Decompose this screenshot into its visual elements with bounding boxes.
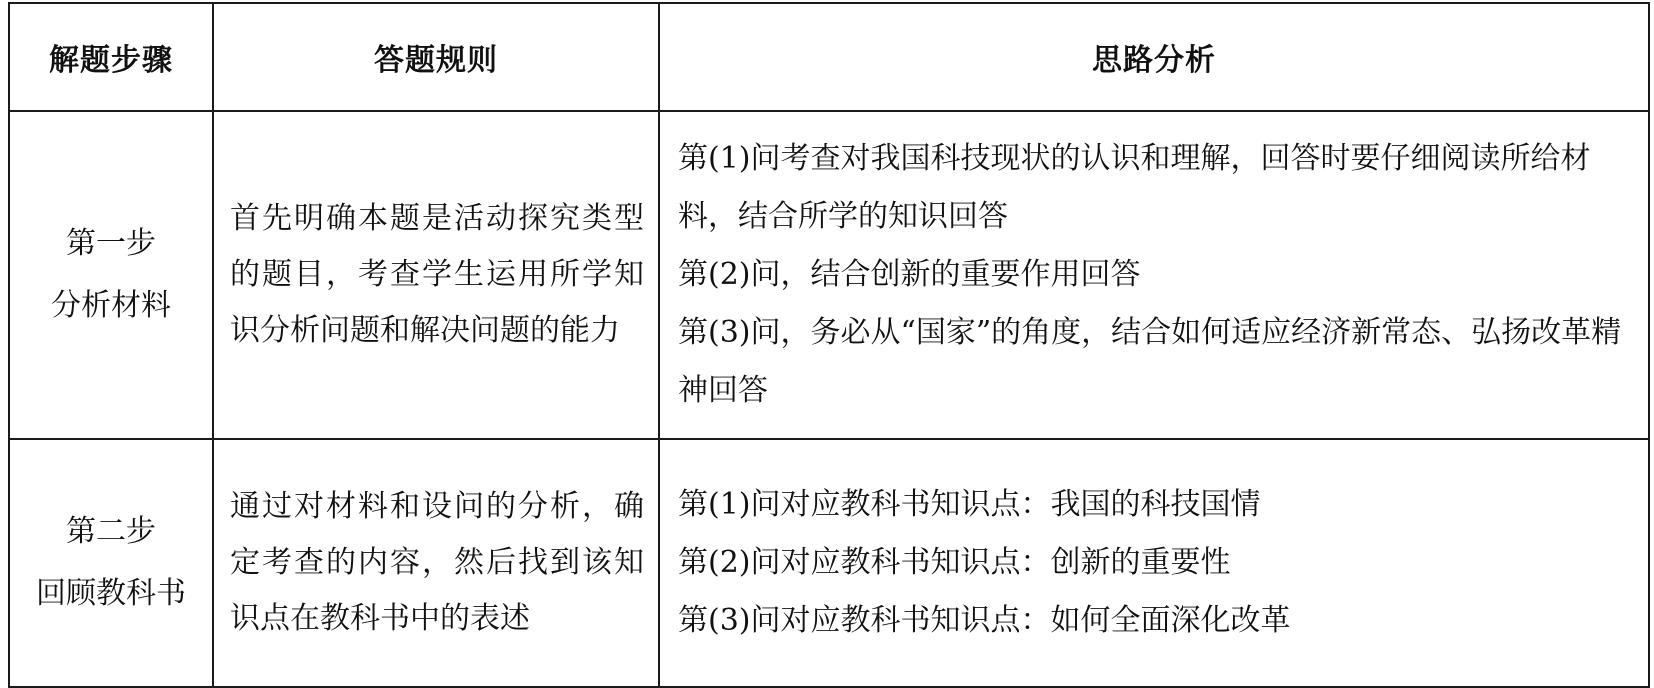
analysis-item: 第(1)问对应教科书知识点：我国的科技国情 [678, 487, 1261, 522]
step-title: 分析材料 [51, 288, 171, 323]
step-title: 回顾教科书 [36, 576, 186, 611]
rule-cell: 通过对材料和设问的分析，确定考查的内容，然后找到该知识点在教科书中的表述 [213, 439, 659, 687]
table-row [9, 111, 1649, 439]
header-rules: 答题规则 [213, 3, 659, 111]
analysis-item: 第(2)问对应教科书知识点：创新的重要性 [678, 545, 1231, 580]
analysis-item: 第(1)问考查对我国科技现状的认识和理解，回答时要仔细阅读所给材料，结合所学的知识回答 [678, 141, 1591, 234]
analysis-item: 第(3)问对应教科书知识点：如何全面深化改革 [678, 603, 1291, 638]
header-steps: 解题步骤 [9, 3, 213, 111]
step-cell [9, 111, 213, 439]
table-header [9, 3, 1649, 111]
step-cell [9, 439, 213, 687]
answer-guide-table [8, 2, 1650, 688]
header-analysis: 思路分析 [659, 3, 1649, 111]
answer-guide-table-container [8, 2, 1648, 682]
rule-cell: 首先明确本题是活动探究类型的题目，考查学生运用所学知识分析问题和解决问题的能力 [213, 111, 659, 439]
analysis-cell [659, 439, 1649, 687]
analysis-item: 第(2)问，结合创新的重要作用回答 [678, 257, 1141, 292]
table-body [9, 111, 1649, 687]
analysis-item: 第(3)问，务必从“国家”的角度，结合如何适应经济新常态、弘扬改革精神回答 [678, 315, 1622, 408]
header-row [9, 3, 1649, 111]
step-number: 第一步 [66, 226, 156, 261]
analysis-cell [659, 111, 1649, 439]
table-row [9, 439, 1649, 687]
step-number: 第二步 [66, 514, 156, 549]
